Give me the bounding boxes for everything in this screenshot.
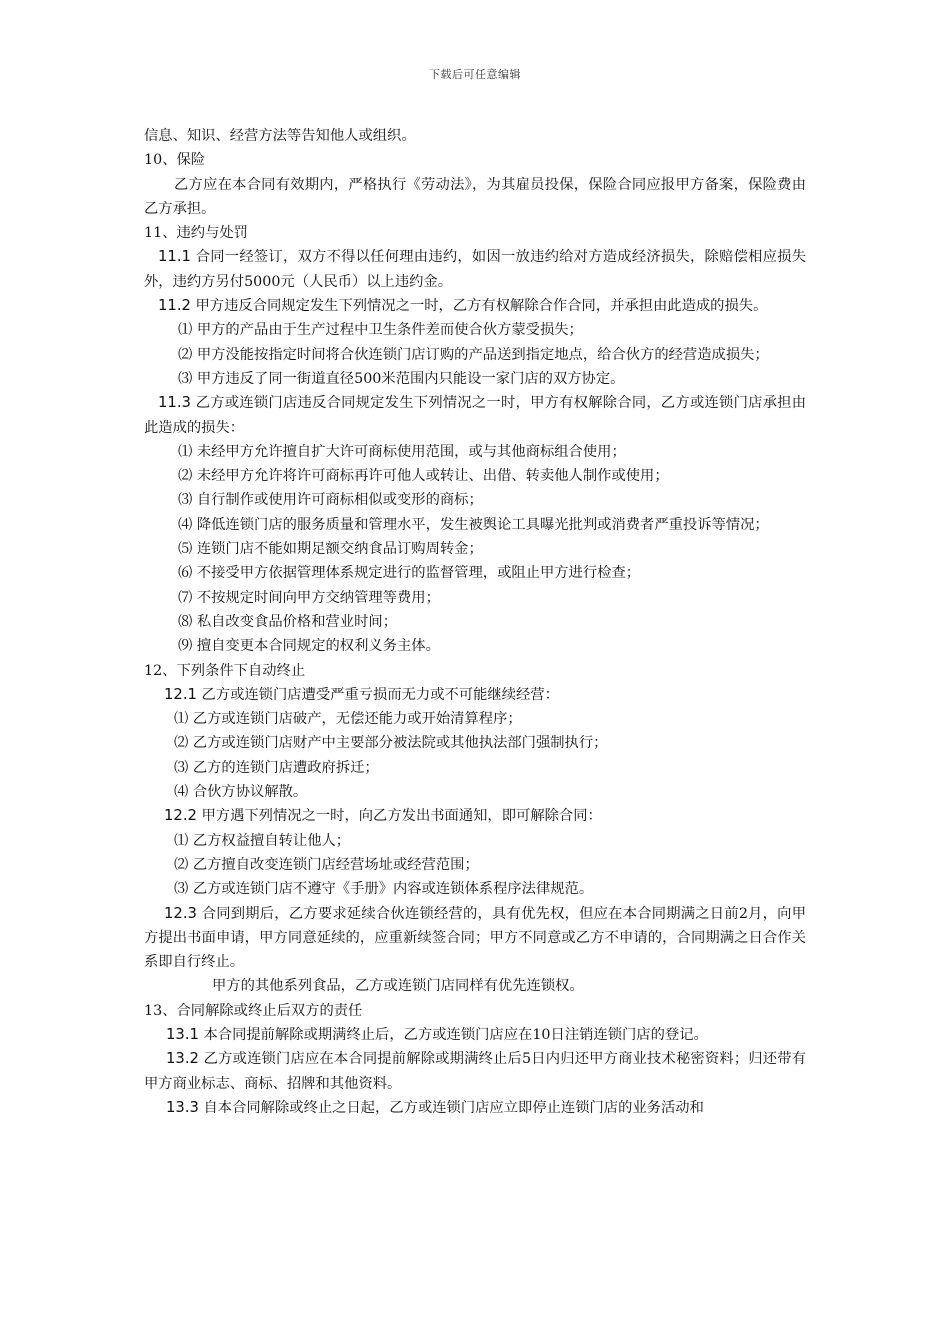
clause-text: 甲方遇下列情况之一时，向乙方发出书面通知，即可解除合同： bbox=[201, 808, 602, 825]
clause-number: 12.2 bbox=[164, 807, 197, 825]
clause-number: 11.3 bbox=[158, 394, 191, 412]
clause-13-3 bbox=[144, 1096, 806, 1120]
clause-text: 合同一经签订，双方不得以任何理由违约，如因一放违约给对方造成经济损失，除赔偿相应损失外，违约方另付5000元（人民币）以上违约金。 bbox=[144, 249, 807, 290]
clause-number: 11.2 bbox=[158, 297, 191, 315]
section-11-title: 11、违约与处罚 bbox=[144, 225, 248, 242]
list-item: ⑻ 私自改变食品价格和营业时间； bbox=[178, 613, 397, 630]
clause-number: 13.2 bbox=[166, 1050, 199, 1068]
clause-text: 自本合同解除或终止之日起，乙方或连锁门店应立即停止连锁门店的业务活动和 bbox=[203, 1099, 704, 1116]
list-item: ⑺ 不按规定时间向甲方交纳管理等费用； bbox=[178, 589, 440, 606]
clause-number: 11.1 bbox=[158, 248, 191, 266]
list-item: ⑶ 乙方的连锁门店遭政府拆迁； bbox=[174, 759, 379, 776]
clause-text: 甲方违反合同规定发生下列情况之一时，乙方有权解除合作合同，并承担由此造成的损失。 bbox=[195, 298, 768, 315]
section-12-title: 12、下列条件下自动终止 bbox=[144, 662, 306, 679]
page-header-note: 下载后可任意编辑 bbox=[429, 68, 521, 81]
list-item: ⑵ 甲方没能按指定时间将合伙连锁门店订购的产品送到指定地点，给合伙方的经营造成损失； bbox=[178, 346, 769, 363]
list-item: ⑴ 未经甲方允许擅自扩大许可商标使用范围，或与其他商标组合使用； bbox=[178, 443, 626, 460]
list-item: ⑶ 甲方违反了同一街道直径500米范围内只能设一家门店的双方协定。 bbox=[178, 370, 625, 387]
document-body bbox=[144, 124, 806, 1120]
clause-12-1 bbox=[144, 683, 806, 707]
list-item: ⑴ 乙方权益擅自转让他人； bbox=[174, 832, 351, 849]
list-item: ⑵ 乙方擅自改变连锁门店经营场址或经营范围； bbox=[174, 856, 479, 873]
clause-12-3-extra: 甲方的其他系列食品，乙方或连锁门店同样有优先连锁权。 bbox=[212, 978, 584, 995]
list-item: ⑼ 擅自变更本合同规定的权利义务主体。 bbox=[178, 638, 440, 655]
clause-number: 13.1 bbox=[166, 1025, 199, 1043]
list-item: ⑴ 乙方或连锁门店破产，无偿还能力或开始清算程序； bbox=[174, 711, 522, 728]
clause-11-3 bbox=[144, 391, 806, 440]
clause-number: 13.3 bbox=[166, 1098, 199, 1116]
list-item: ⑵ 未经甲方允许将许可商标再许可他人或转让、出借、转卖他人制作或使用； bbox=[178, 468, 669, 485]
clause-13-2 bbox=[144, 1047, 806, 1096]
clause-11-1 bbox=[144, 245, 806, 294]
section-13-title: 13、合同解除或终止后双方的责任 bbox=[144, 1002, 363, 1019]
clause-13-1 bbox=[144, 1023, 806, 1047]
clause-text: 本合同提前解除或期满终止后，乙方或连锁门店应在10日注销连锁门店的登记。 bbox=[203, 1026, 708, 1043]
list-item: ⑷ 合伙方协议解散。 bbox=[174, 784, 308, 801]
clause-text: 合同到期后，乙方要求延续合伙连锁经营的，具有优先权，但应在本合同期满之日前2月，向甲方提出书面申请，甲方同意延续的，应重新续签合同；甲方不同意或乙方不申请的，合同期满之日合作关系即自行终止。 bbox=[144, 905, 806, 971]
clause-text: 乙方或连锁门店应在本合同提前解除或期满终止后5日内归还甲方商业技术秘密资料；归还带有甲方商业标志、商标、招牌和其他资料。 bbox=[144, 1051, 806, 1092]
section-10-body: 乙方应在本合同有效期内，严格执行《劳动法》，为其雇员投保，保险合同应报甲方备案，保险费由乙方承担。 bbox=[144, 176, 806, 217]
clause-12-3 bbox=[144, 902, 806, 975]
section-10-title: 10、保险 bbox=[144, 152, 206, 169]
list-item: ⑴ 甲方的产品由于生产过程中卫生条件差而使合伙方蒙受损失； bbox=[178, 322, 583, 339]
list-item: ⑶ 自行制作或使用许可商标相似或变形的商标； bbox=[178, 492, 483, 509]
list-item: ⑷ 降低连锁门店的服务质量和管理水平，发生被舆论工具曝光批判或消费者严重投诉等情况； bbox=[178, 516, 769, 533]
paragraph-continuation: 信息、知识、经营方法等告知他人或组织。 bbox=[144, 128, 416, 144]
clause-12-2 bbox=[144, 804, 806, 828]
clause-text: 乙方或连锁门店遭受严重亏损而无力或不可能继续经营： bbox=[201, 686, 559, 703]
clause-text: 乙方或连锁门店违反合同规定发生下列情况之一时，甲方有权解除合同，乙方或连锁门店承担由此造成的损失： bbox=[144, 395, 807, 436]
list-item: ⑹ 不接受甲方依据管理体系规定进行的监督管理，或阻止甲方进行检查； bbox=[178, 565, 641, 582]
list-item: ⑶ 乙方或连锁门店不遵守《手册》内容或连锁体系程序法律规范。 bbox=[174, 881, 594, 898]
clause-number: 12.1 bbox=[164, 685, 197, 703]
clause-number: 12.3 bbox=[164, 904, 197, 922]
list-item: ⑸ 连锁门店不能如期足额交纳食品订购周转金； bbox=[178, 541, 483, 558]
clause-11-2 bbox=[144, 294, 806, 318]
list-item: ⑵ 乙方或连锁门店财产中主要部分被法院或其他执法部门强制执行； bbox=[174, 735, 608, 752]
